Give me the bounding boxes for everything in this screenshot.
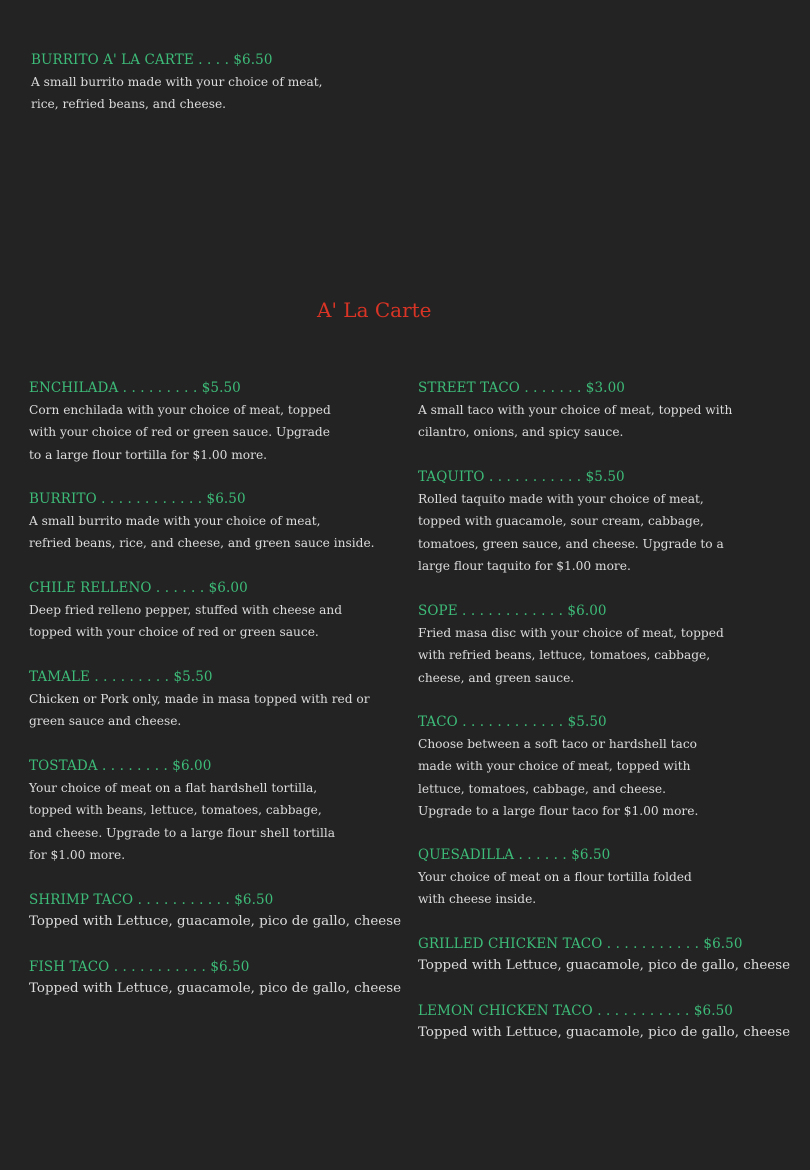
menu-item-street-taco [418, 378, 732, 444]
item-title: TOSTADA . . . . . . . . $6.00 [29, 758, 212, 774]
item-title: TACO . . . . . . . . . . . . $5.50 [418, 714, 607, 730]
item-description: Chicken or Pork only, made in masa topped with red or green sauce and cheese. [29, 692, 370, 729]
menu-item-tamale [29, 667, 370, 733]
item-description: Fried masa disc with your choice of meat, topped with refried beans, lettuce, tomatoes, cabbage, cheese, and green sauce. [418, 626, 724, 685]
item-description: Your choice of meat on a flour tortilla folded with cheese inside. [418, 870, 692, 907]
menu-item-burrito [29, 489, 375, 555]
menu-item-lemon-chicken-taco [418, 1001, 790, 1044]
menu-item-shrimp-taco [29, 890, 401, 933]
item-title: SHRIMP TACO . . . . . . . . . . . $6.50 [29, 892, 274, 908]
menu-item-taquito [418, 467, 724, 577]
menu-item-burrito-a-la-carte [31, 50, 323, 116]
item-description: A small burrito made with your choice of meat, refried beans, rice, and cheese, and green sauce inside. [29, 514, 375, 551]
item-title: GRILLED CHICKEN TACO . . . . . . . . . . . $6.50 [418, 936, 743, 952]
item-title: ENCHILADA . . . . . . . . . $5.50 [29, 380, 241, 396]
item-description: Topped with Lettuce, guacamole, pico de gallo, cheese [29, 914, 402, 929]
item-title: TAQUITO . . . . . . . . . . . $5.50 [418, 469, 625, 485]
menu-item-chile-relleno [29, 578, 342, 644]
item-description: Topped with Lettuce, guacamole, pico de gallo, cheese [29, 981, 402, 996]
menu-item-taco [418, 712, 698, 822]
item-title: BURRITO . . . . . . . . . . . . $6.50 [29, 491, 246, 507]
item-title: FISH TACO . . . . . . . . . . . $6.50 [29, 959, 250, 975]
item-title: CHILE RELLENO . . . . . . $6.00 [29, 580, 248, 596]
item-description: A small taco with your choice of meat, topped with cilantro, onions, and spicy sauce. [418, 403, 733, 440]
item-description: Topped with Lettuce, guacamole, pico de gallo, cheese [418, 1025, 791, 1040]
item-description: A small burrito made with your choice of meat, rice, refried beans, and cheese. [31, 75, 323, 112]
item-title: SOPE . . . . . . . . . . . . $6.00 [418, 603, 607, 619]
menu-item-quesadilla [418, 845, 692, 911]
item-description: Topped with Lettuce, guacamole, pico de gallo, cheese [418, 958, 791, 973]
item-title: QUESADILLA . . . . . . $6.50 [418, 847, 611, 863]
menu-item-enchilada [29, 378, 331, 466]
item-title: BURRITO A' LA CARTE . . . . $6.50 [31, 52, 273, 68]
menu-item-sope [418, 601, 724, 689]
item-description: Corn enchilada with your choice of meat, topped with your choice of red or green sauce. Upgrade to a large flour tortilla for $1.00 more. [29, 403, 331, 462]
menu-item-grilled-chicken-taco [418, 934, 790, 977]
item-description: Rolled taquito made with your choice of meat, topped with guacamole, sour cream, cabbage, tomatoes, green sauce, and cheese. Upgrade to a large flour taquito for $1.00 more. [418, 492, 724, 573]
item-title: TAMALE . . . . . . . . . $5.50 [29, 669, 213, 685]
item-title: STREET TACO . . . . . . . $3.00 [418, 380, 625, 396]
item-description: Deep fried relleno pepper, stuffed with cheese and topped with your choice of red or green sauce. [29, 603, 343, 640]
menu-item-tostada [29, 756, 335, 866]
item-description: Your choice of meat on a flat hardshell tortilla, topped with beans, lettuce, tomatoes, cabbage, and cheese. Upgrade to a large flour shell tortilla for $1.00 more. [29, 781, 336, 862]
menu-item-fish-taco [29, 957, 401, 1000]
item-description: Choose between a soft taco or hardshell taco made with your choice of meat, topped with lettuce, tomatoes, cabbage, and cheese. Upgrade to a large flour taco for $1.00 more. [418, 737, 699, 818]
section-title: A' La Carte [317, 298, 432, 322]
item-title: LEMON CHICKEN TACO . . . . . . . . . . . $6.50 [418, 1003, 733, 1019]
